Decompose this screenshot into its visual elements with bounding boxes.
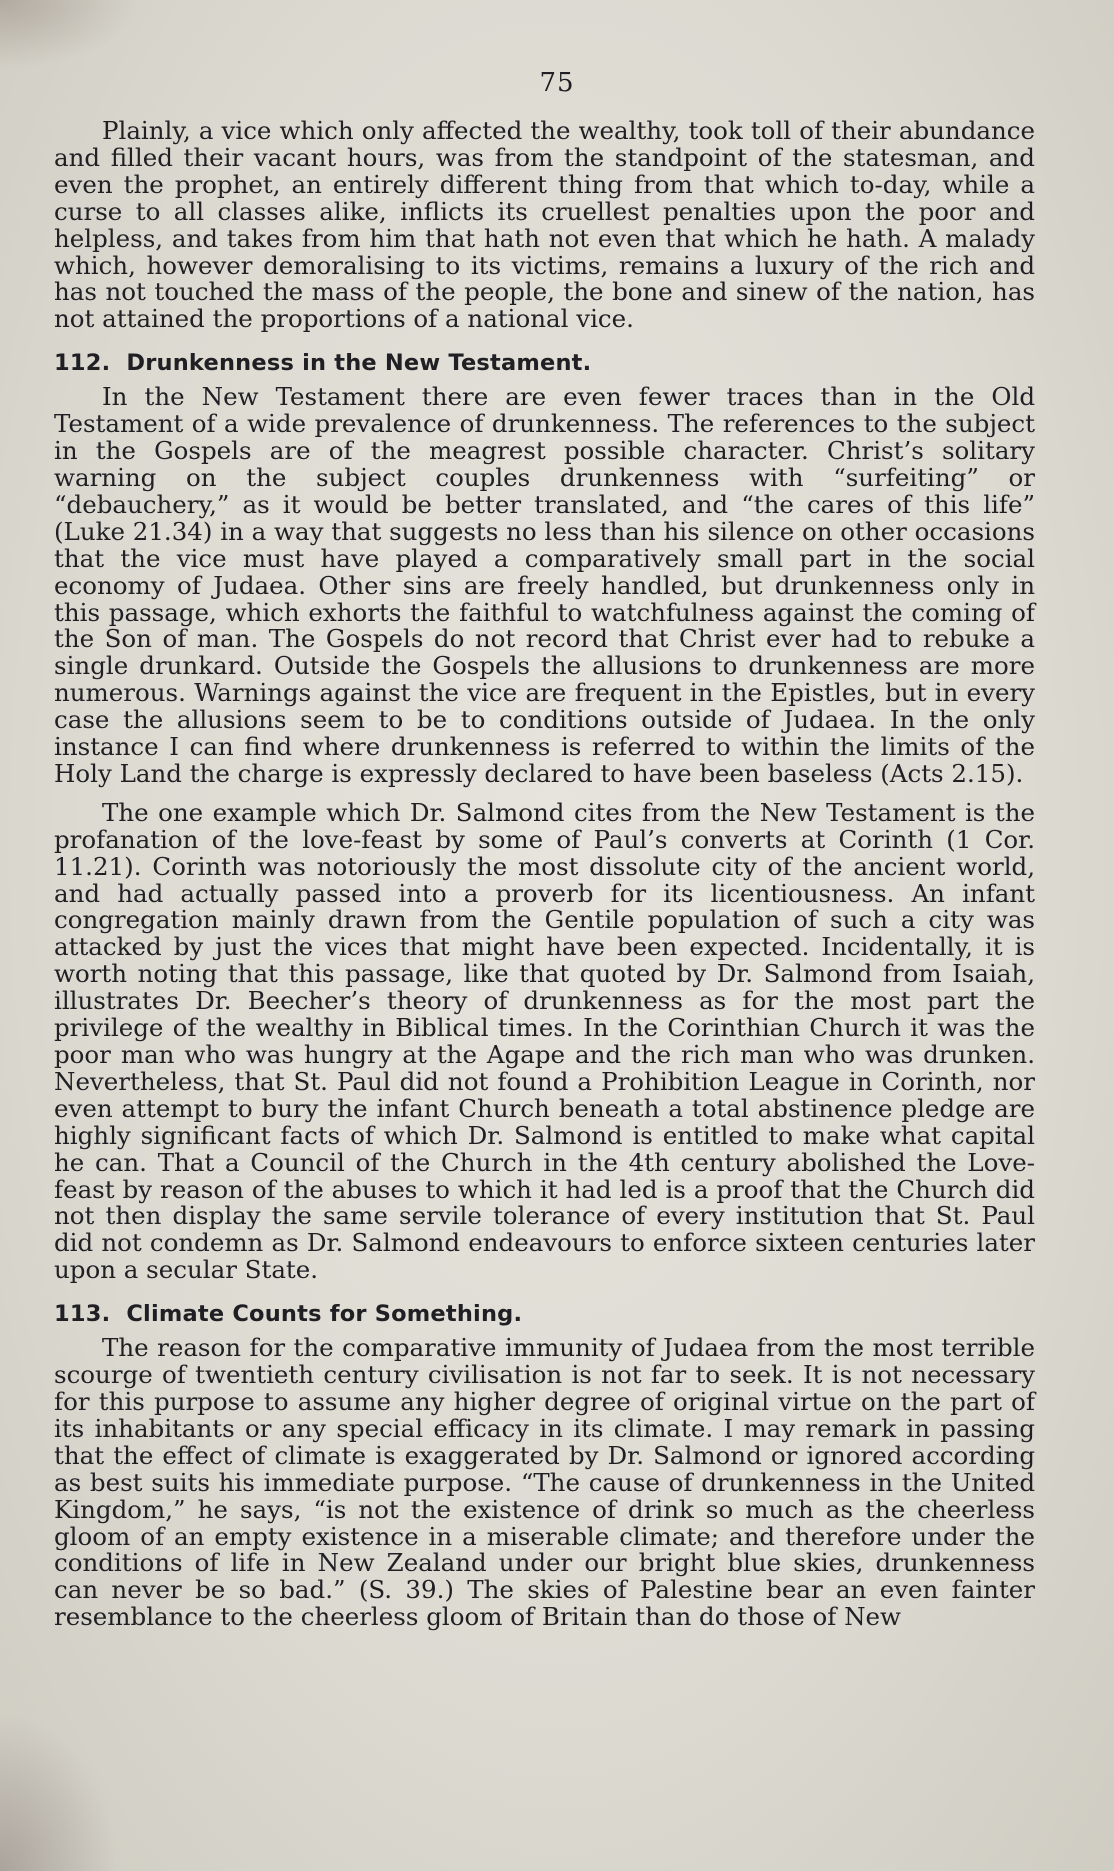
text-column xyxy=(54,118,1035,1631)
page-corner-shadow-top xyxy=(0,0,140,70)
section-heading-113 xyxy=(54,1300,1035,1328)
paragraph-climate: The reason for the comparative immunity of Judaea from the most terrible scourge of twentieth century civilisation is not far to seek. It is not necessary for this purpose to assume any higher degree of original virtue on the part of its inhabitants or any special efficacy in its climate. I may remark in passing that the effect of climate is exaggerated by Dr. Salmond or ignored according as best suits his immediate purpose. “The cause of drunkenness in the United Kingdom,” he says, “is not the existence of drink so much as the cheerless gloom of an empty existence in a miserable climate; and therefore under the conditions of life in New Zealand under our bright blue skies, drunkenness can never be so bad.” (S. 39.) The skies of Palestine bear an even fainter resemblance to the cheerless gloom of Britain than do those of New xyxy=(54,1333,1035,1632)
section-number: 113. xyxy=(54,1301,111,1328)
paragraph-new-testament: In the New Testament there are even fewer traces than in the Old Testament of a wide prevalence of drunkenness. The references to the subject in the Gospels are of the meagrest possible character. Christ’s solitary warning on the subject couples drunkenness with “surfeiting” or “debauchery,” as it would be better translated, and “the cares of this life” (Luke 21.34) in a way that suggests no less than his silence on other occasions that the vice must have played a comparatively small part in the social economy of Judaea. Other sins are freely handled, but drunkenness only in this passage, which exhorts the faithful to watchfulness against the coming of the Son of man. The Gospels do not record that Christ ever had to rebuke a single drunkard. Outside the Gospels the allusions to drunkenness are more numerous. Warnings against the vice are frequent in the Epistles, but in every case the allusions seem to be to conditions outside of Judaea. In the only instance I can find where drunkenness is referred to within the limits of the Holy Land the charge is expressly declared to have been baseless (Acts 2.15). xyxy=(54,382,1035,788)
page-corner-shadow-bottom xyxy=(0,1711,120,1871)
page-number: 75 xyxy=(539,68,575,98)
paragraph-corinth: The one example which Dr. Salmond cites from the New Testament is the profanation of the love-feast by some of Paul’s converts at Corinth (1 Cor. 11.21). Corinth was notoriously the most dissolute city of the ancient world, and had actually passed into a proverb for its licentiousness. An infant congregation mainly drawn from the Gentile population of such a city was attacked by just the vices that might have been expected. Incidentally, it is worth noting that this passage, like that quoted by Dr. Salmond from Isaiah, illustrates Dr. Beecher’s theory of drunkenness as for the most part the privilege of the wealthy in Biblical times. In the Corinthian Church it was the poor man who was hungry at the Agape and the rich man who was drunken. Nevertheless, that St. Paul did not found a Prohibition League in Corinth, nor even attempt to bury the infant Church beneath a total abstinence pledge are highly significant facts of which Dr. Salmond is entitled to make what capital he can. That a Council of the Church in the 4th century abolished the Love-feast by reason of the abuses to which it had led is a proof that the Church did not then display the same servile tolerance of every institution that St. Paul did not condemn as Dr. Salmond endeavours to enforce sixteen centuries later upon a secular State. xyxy=(54,797,1035,1285)
section-title: Drunkenness in the New Testament. xyxy=(126,350,592,377)
section-title: Climate Counts for Something. xyxy=(126,1301,523,1328)
paragraph-plainly: Plainly, a vice which only affected the wealthy, took toll of their abundance and filled their vacant hours, was from the standpoint of the statesman, and even the prophet, an entirely different thing from that which to-day, while a curse to all classes alike, inflicts its cruellest penalties upon the poor and helpless, and takes from him that hath not even that which he hath. A malady which, however demoralising to its victims, remains a luxury of the rich and has not touched the mass of the people, the bone and sinew of the nation, has not attained the proportions of a national vice. xyxy=(54,116,1035,334)
section-number: 112. xyxy=(54,350,111,377)
section-heading-112 xyxy=(54,349,1035,377)
